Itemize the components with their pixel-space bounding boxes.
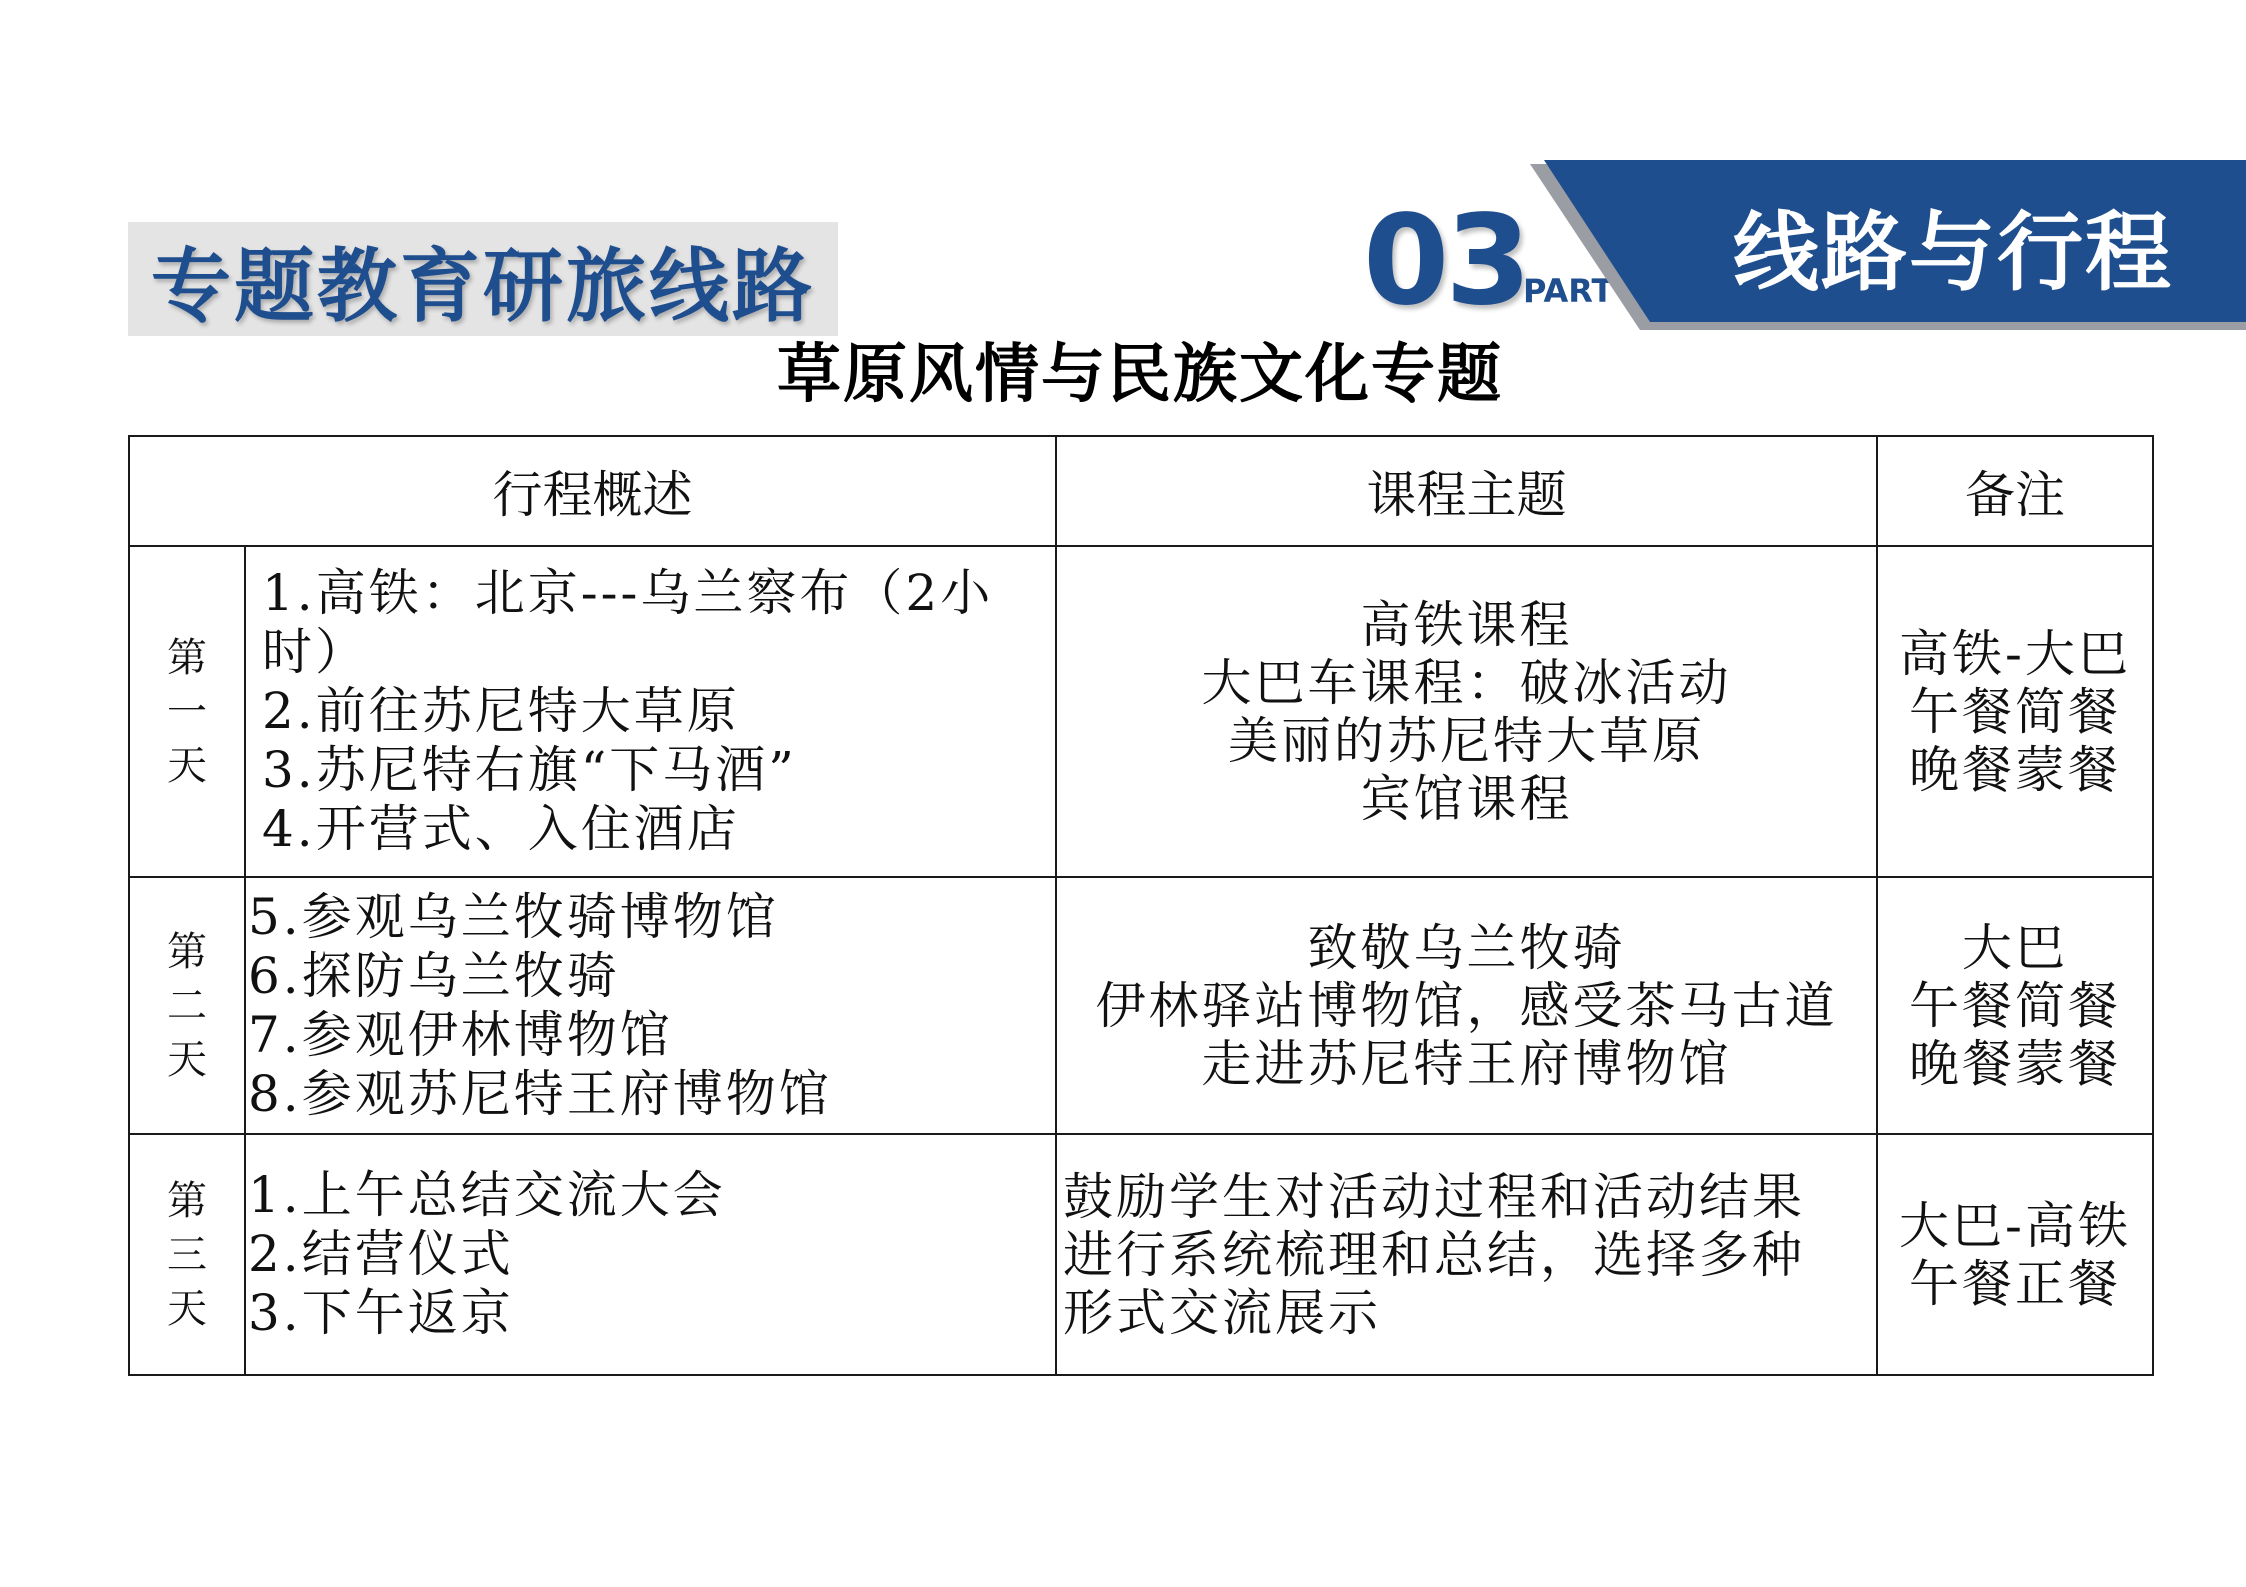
part-number: 03 — [1363, 189, 1528, 333]
course-item: 宾馆课程 — [1360, 769, 1573, 828]
banner-title: 专题教育研旅线路 — [151, 239, 815, 333]
course-item: 鼓励学生对活动过程和活动结果 — [1063, 1167, 1805, 1226]
note-item: 高铁-大巴 — [1899, 624, 2131, 683]
topic-banner — [128, 222, 838, 336]
course-themes — [1056, 546, 1877, 877]
course-item: 致敬乌兰牧骑 — [1307, 918, 1626, 977]
notes — [1877, 877, 2153, 1134]
notes — [1877, 546, 2153, 877]
day-char: 二 — [167, 982, 207, 1029]
course-item: 走进苏尼特王府博物馆 — [1201, 1034, 1732, 1093]
course-item: 大巴车课程：破冰活动 — [1201, 653, 1732, 712]
itinerary-item: 5.参观乌兰牧骑博物馆 — [248, 887, 779, 946]
course-item: 美丽的苏尼特大草原 — [1228, 711, 1705, 770]
day-char: 一 — [167, 688, 207, 735]
course-themes — [1056, 877, 1877, 1134]
note-item: 大巴-高铁 — [1899, 1196, 2131, 1255]
itinerary-item: 7.参观伊林博物馆 — [248, 1005, 673, 1064]
itinerary-item: 2.结营仪式 — [248, 1225, 514, 1283]
day-char: 第 — [167, 1177, 207, 1224]
itinerary-table — [128, 435, 2154, 1376]
day-char: 天 — [167, 742, 207, 789]
page-title: 草原风情与民族文化专题 — [777, 337, 1503, 412]
note-item: 午餐简餐 — [1909, 976, 2121, 1035]
itinerary-item: 8.参观苏尼特王府博物馆 — [248, 1064, 832, 1123]
itinerary-item: 1.上午总结交流大会 — [248, 1166, 726, 1224]
course-item: 进行系统梳理和总结，选择多种 — [1063, 1225, 1805, 1284]
table-row — [129, 877, 2153, 1134]
notes — [1877, 1134, 2153, 1375]
table-header-row — [129, 436, 2153, 546]
header-course-theme: 课程主题 — [1056, 436, 1877, 546]
day-label — [129, 877, 245, 1134]
note-item: 午餐简餐 — [1909, 682, 2121, 741]
itinerary-item: 6.探防乌兰牧骑 — [248, 946, 620, 1005]
day-char: 三 — [167, 1231, 207, 1278]
table-row — [129, 546, 2153, 877]
day-label — [129, 546, 245, 877]
day-char: 天 — [167, 1285, 207, 1332]
note-item: 午餐正餐 — [1909, 1254, 2121, 1313]
course-item: 形式交流展示 — [1063, 1283, 1381, 1342]
day-char: 第 — [167, 928, 207, 975]
section-title: 线路与行程 — [1733, 203, 2173, 303]
day-label — [129, 1134, 245, 1375]
course-item: 伊林驿站博物馆，感受茶马古道 — [1095, 976, 1838, 1035]
itinerary-items — [245, 546, 1056, 877]
itinerary-item: 3.下午返京 — [248, 1284, 514, 1342]
itinerary-item: 3.苏尼特右旗“下马酒” — [262, 741, 797, 799]
day-char: 第 — [167, 634, 207, 681]
part-label: PART — [1523, 272, 1614, 310]
table-row — [129, 1134, 2153, 1375]
itinerary-items — [245, 1134, 1056, 1375]
course-themes — [1056, 1134, 1877, 1375]
itinerary-item: 1.高铁：北京---乌兰察布（2小时） — [262, 564, 994, 681]
day-char: 天 — [167, 1036, 207, 1083]
note-item: 晚餐蒙餐 — [1909, 1034, 2121, 1093]
course-item: 高铁课程 — [1360, 595, 1573, 654]
itinerary-items — [245, 877, 1056, 1134]
header-notes: 备注 — [1877, 436, 2153, 546]
header-overview: 行程概述 — [129, 436, 1056, 546]
note-item: 晚餐蒙餐 — [1909, 740, 2121, 799]
note-item: 大巴 — [1962, 918, 2068, 977]
itinerary-item: 4.开营式、入住酒店 — [262, 800, 740, 858]
itinerary-item: 2.前往苏尼特大草原 — [262, 682, 740, 740]
